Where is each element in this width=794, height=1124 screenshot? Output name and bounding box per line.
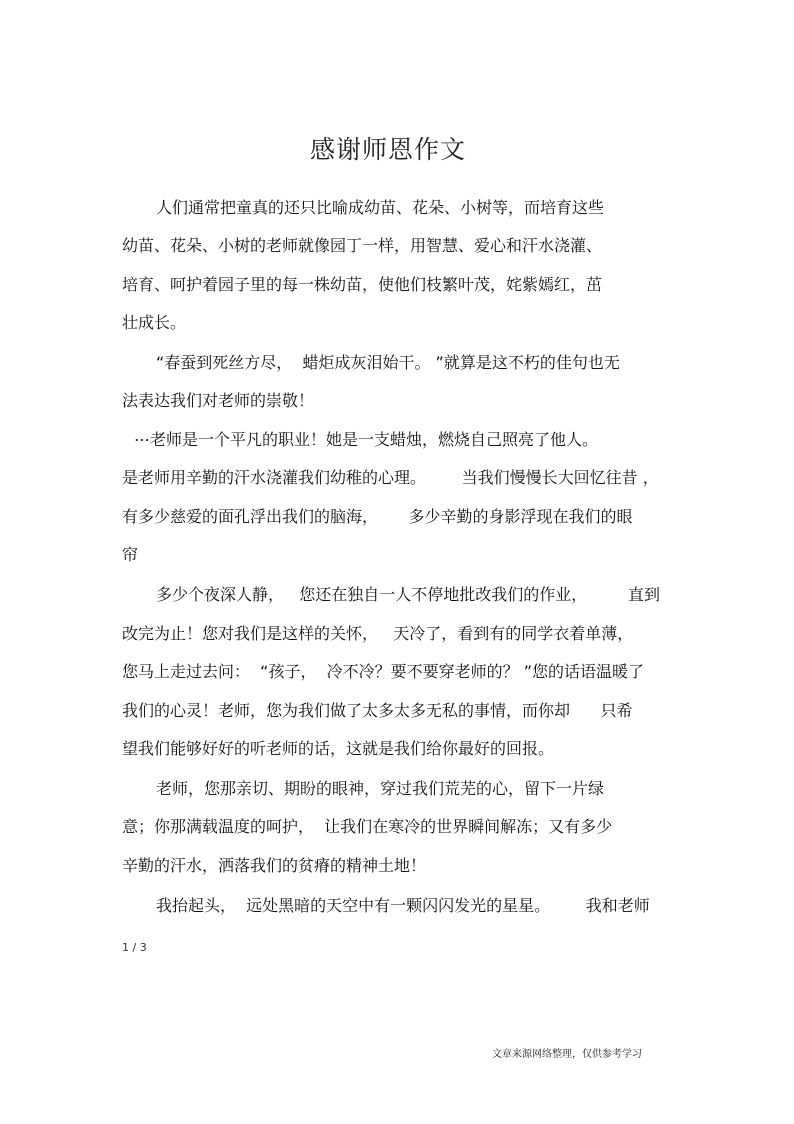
text-line: 幼苗、花朵、小树的老师就像园丁一样，用智慧、爱心和汗水浇灌、 <box>122 236 603 255</box>
text-line: 培育、呵护着园子里的每一株幼苗，使他们枝繁叶茂，姹紫嫣红，茁 <box>122 275 603 294</box>
text-line: “春蚕到死丝方尽， 蜡炬成灰泪始干。 ”就算是这不朽的佳句也无 <box>156 353 620 372</box>
text-line: 多少个夜深人静， 您还在独自一人不停地批改我们的作业， 直到 <box>156 585 660 604</box>
text-line: 老师，您那亲切、期盼的眼神，穿过我们荒芜的心，留下一片绿 <box>156 779 605 798</box>
document-title: 感谢师恩作文 <box>309 135 466 164</box>
text-line: 我们的心灵！老师，您为我们做了太多太多无私的事情，而你却 只希 <box>122 701 633 720</box>
text-line: 法表达我们对老师的崇敬！ <box>122 391 315 410</box>
text-line: 改完为止！您对我们是这样的关怀， 天冷了，看到有的同学衣着单薄， <box>122 624 634 643</box>
text-line: 望我们能够好好的听老师的话，这就是我们给你最好的回报。 <box>122 739 555 758</box>
text-line: 辛勤的汗水，洒落我们的贫瘠的精神土地！ <box>122 856 427 875</box>
text-line: ⋯老师是一个平凡的职业！她是一支蜡烛，燃烧自己照亮了他人。 <box>134 430 599 449</box>
footer-note: 文章来源网络整理，仅供参考学习 <box>492 1049 642 1060</box>
page-number: 1 / 3 <box>122 941 147 954</box>
text-line: 意；你那满载温度的呵护， 让我们在寒冷的世界瞬间解冻；又有多少 <box>122 817 613 836</box>
text-line: 我抬起头， 远处黑暗的天空中有一颗闪闪发光的星星。 我和老师 <box>156 896 650 915</box>
text-line: 有多少慈爱的面孔浮出我们的脑海， 多少辛勤的身影浮现在我们的眼 <box>122 507 633 526</box>
text-line: 是老师用辛勤的汗水浇灌我们幼稚的心理。 当我们慢慢长大回忆往昔 ， <box>122 468 659 487</box>
text-line: 人们通常把童真的还只比喻成幼苗、花朵、小树等，而培育这些 <box>156 198 605 217</box>
text-line: 您马上走过去问： “孩子， 冷不冷？要不要穿老师的？ ”您的话语温暖了 <box>122 662 645 681</box>
text-line: 壮成长。 <box>122 313 187 332</box>
text-line: 帘 <box>122 545 139 564</box>
